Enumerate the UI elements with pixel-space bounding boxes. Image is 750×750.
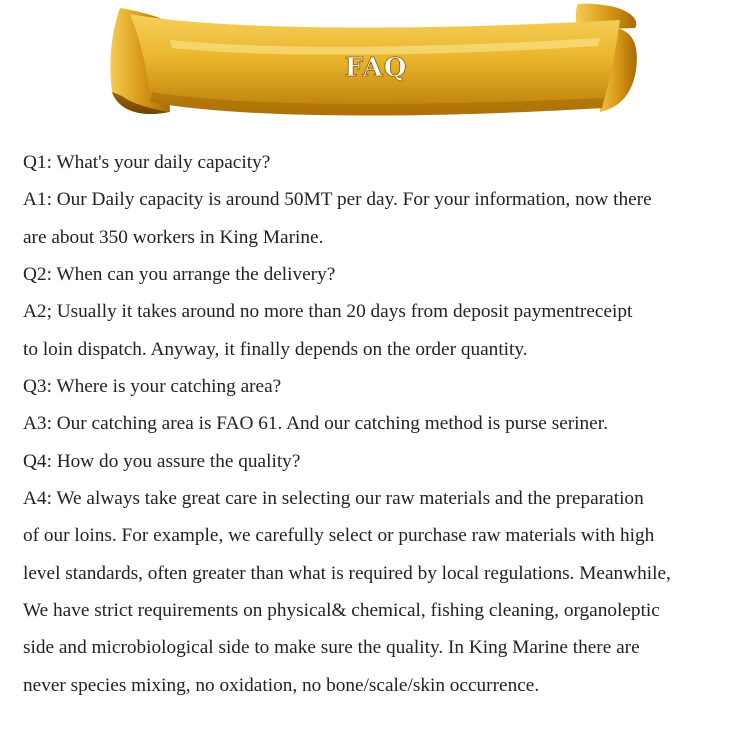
faq-answer-1-line-2: are about 350 workers in King Marine. <box>23 226 324 248</box>
faq-answer-3: A3: Our catching area is FAO 61. And our catching method is purse seriner. <box>23 413 608 435</box>
faq-answer-4-line-4: We have strict requirements on physical& chemical, fishing cleaning, organoleptic <box>23 600 660 622</box>
faq-banner <box>0 0 750 130</box>
faq-answer-4-line-3: level standards, often greater than what is required by local regulations. Meanwhile, <box>23 562 671 584</box>
faq-answer-1-line-1: A1: Our Daily capacity is around 50MT per day. For your information, now there <box>23 189 652 211</box>
faq-answer-4-line-5: side and microbiological side to make sure the quality. In King Marine there are <box>23 637 640 659</box>
faq-answer-4-line-6: never species mixing, no oxidation, no bone/scale/skin occurrence. <box>23 674 540 696</box>
banner-title: FAQ <box>344 53 408 83</box>
faq-content <box>23 144 743 704</box>
ribbon-banner-graphic <box>0 0 750 130</box>
faq-answer-4-line-1: A4: We always take great care in selecting our raw materials and the preparation <box>23 488 644 510</box>
faq-question-1: Q1: What's your daily capacity? <box>23 152 271 173</box>
faq-question-2: Q2: When can you arrange the delivery? <box>23 264 336 286</box>
faq-answer-4-line-2: of our loins. For example, we carefully select or purchase raw materials with high <box>23 525 655 547</box>
faq-question-4: Q4: How do you assure the quality? <box>23 450 301 472</box>
faq-answer-2-line-2: to loin dispatch. Anyway, it finally depends on the order quantity. <box>23 338 528 360</box>
faq-answer-2-line-1: A2; Usually it takes around no more than 20 days from deposit paymentreceipt <box>23 301 633 323</box>
faq-question-3: Q3: Where is your catching area? <box>23 376 282 398</box>
